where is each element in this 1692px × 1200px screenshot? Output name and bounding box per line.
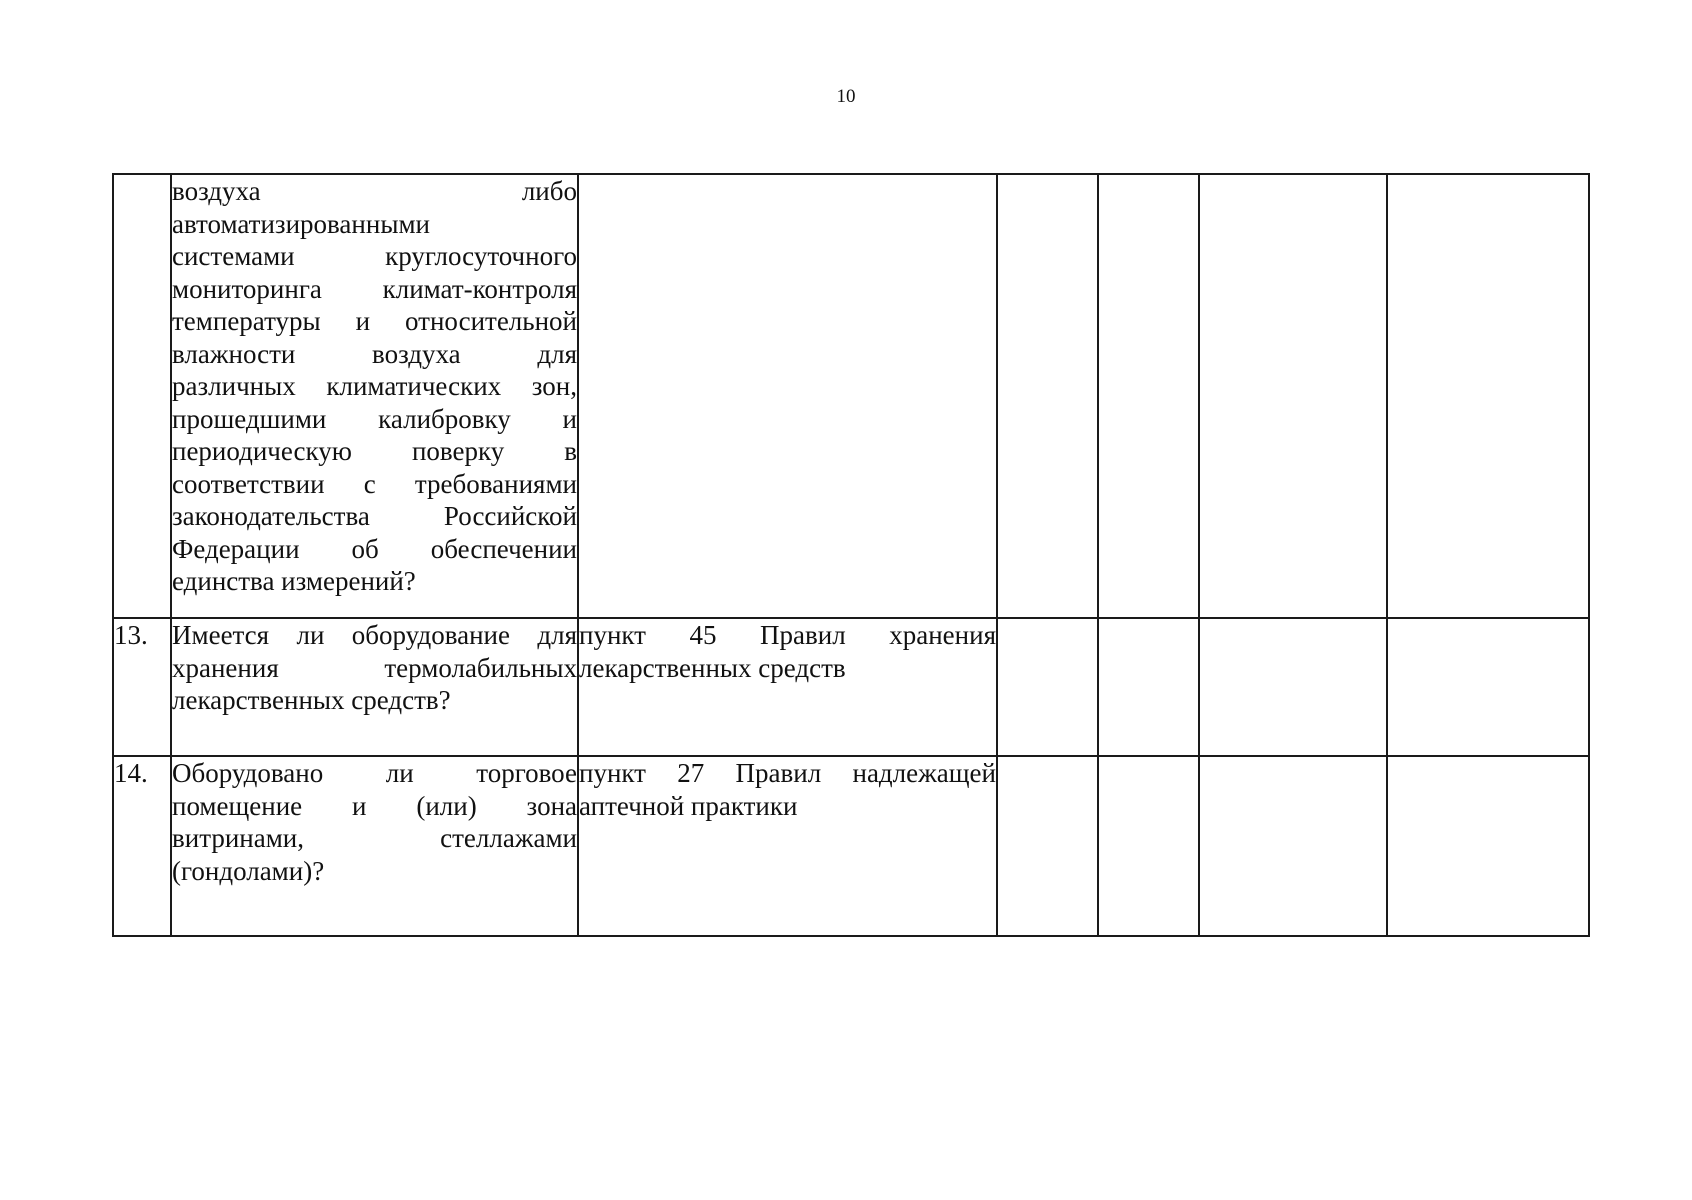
question-line: помещение и (или) зона — [172, 790, 577, 821]
question-line: Оборудовано ли торговое — [172, 758, 577, 788]
question-line: Федерации об обеспечении — [172, 533, 577, 564]
question-line: (гондолами)? — [172, 855, 325, 886]
row-number: 13. — [113, 618, 171, 756]
answer-cell-no — [1098, 756, 1199, 936]
answer-cell-na — [1199, 618, 1387, 756]
question-cell — [171, 618, 578, 756]
checklist-table — [112, 173, 1590, 937]
note-cell — [1387, 618, 1589, 756]
reference-line: аптечной практики — [579, 790, 798, 821]
question-line: температуры и относительной — [172, 306, 577, 336]
reference-cell — [578, 618, 997, 756]
question-line: соответствии с требованиями — [172, 468, 577, 499]
question-line: законодательства Российской — [172, 501, 577, 531]
table-row — [113, 174, 1589, 618]
question-line: единства измерений? — [172, 566, 416, 596]
answer-cell-no — [1098, 618, 1199, 756]
table-row — [113, 756, 1589, 936]
question-line: мониторинга климат-контроля — [172, 273, 577, 304]
question-line: периодическую поверку в — [172, 436, 577, 466]
reference-line: пункт 27 Правил надлежащей — [579, 758, 996, 788]
question-line: различных климатических зон, — [172, 371, 577, 401]
question-line: витринами, стеллажами — [172, 823, 577, 853]
note-cell — [1387, 174, 1589, 618]
question-line: автоматизированными — [172, 208, 430, 239]
question-cell — [171, 174, 578, 618]
answer-cell-no — [1098, 174, 1199, 618]
question-line: воздуха либо — [172, 176, 577, 206]
table-row — [113, 618, 1589, 756]
reference-line: пункт 45 Правил хранения — [579, 620, 996, 650]
question-line: системами круглосуточного — [172, 241, 577, 271]
question-cell — [171, 756, 578, 936]
row-number: 14. — [113, 756, 171, 936]
question-line: хранения термолабильных — [172, 652, 577, 683]
answer-cell-na — [1199, 756, 1387, 936]
answer-cell-yes — [997, 174, 1098, 618]
question-line: влажности воздуха для — [172, 338, 577, 369]
answer-cell-yes — [997, 618, 1098, 756]
row-number — [113, 174, 171, 618]
page-number: 10 — [836, 86, 856, 107]
reference-cell — [578, 756, 997, 936]
question-line: прошедшими калибровку и — [172, 403, 577, 434]
reference-cell — [578, 174, 997, 618]
note-cell — [1387, 756, 1589, 936]
question-line: лекарственных средств? — [172, 685, 451, 715]
answer-cell-na — [1199, 174, 1387, 618]
reference-line: лекарственных средств — [579, 652, 846, 683]
answer-cell-yes — [997, 756, 1098, 936]
question-line: Имеется ли оборудование для — [172, 620, 577, 650]
